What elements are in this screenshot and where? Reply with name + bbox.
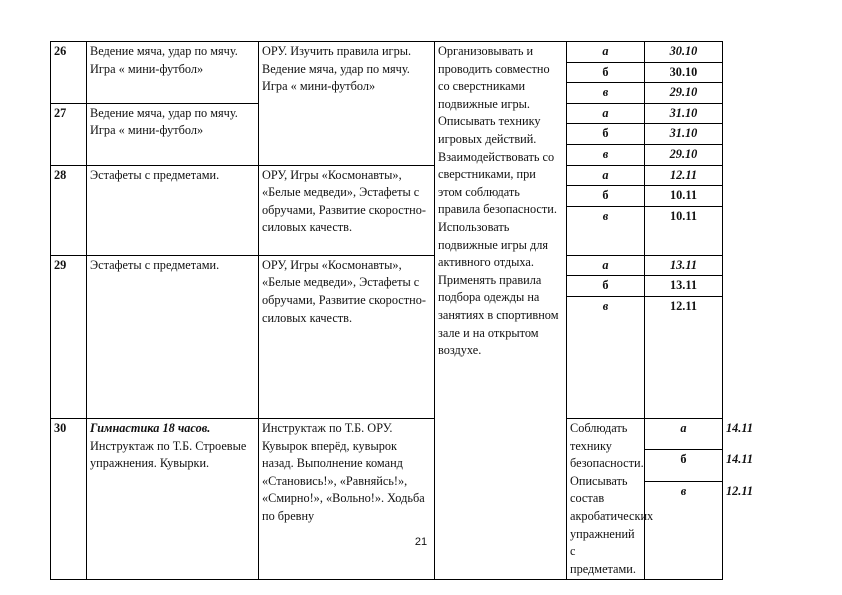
class-group: в [567,144,645,165]
class-group: а [567,103,645,124]
lesson-topic: Ведение мяча, удар по мячу. Игра « мини-футбол» [87,42,259,104]
lesson-date: 30.10 [645,62,723,83]
lesson-number: 26 [51,42,87,104]
class-group: б [567,124,645,145]
class-group: в [645,481,723,580]
lesson-topic: Эстафеты с предметами. [87,165,259,255]
class-group: б [567,186,645,207]
table-row: в 12.11 [51,481,723,580]
lesson-topic: Инструктаж по Т.Б. Строевые упражнения. Кувырки. [90,438,247,471]
class-group: а [567,255,645,276]
lesson-date: 10.11 [645,206,723,255]
lesson-date: 31.10 [645,103,723,124]
class-group: в [567,206,645,255]
lesson-number: 28 [51,165,87,255]
lesson-content: Инструктаж по Т.Б. ОРУ. Кувырок вперёд, кувырок назад. Выполнение команд «Становись!», «Равняйсь!», «Смирно!», «Вольно!». Ходьба по бревну [259,418,435,579]
class-group: а [645,418,723,449]
class-group: б [567,62,645,83]
class-group: а [567,165,645,186]
table-row: б 14.11 [51,450,723,481]
lesson-topic: Эстафеты с предметами. [87,255,259,418]
class-group: в [567,83,645,104]
lesson-date: 29.10 [645,144,723,165]
lesson-date: 12.11 [645,165,723,186]
table-row [51,165,723,186]
student-activities: Соблюдать технику безопасности. Описывать состав акробатических упражнений с предметами. [567,418,645,579]
table-row [51,42,723,63]
page-number: 21 [414,536,428,548]
lesson-date: 10.11 [645,186,723,207]
student-activities: Организовывать и проводить совместно со сверстниками подвижные игры. Описывать технику игровых действий. Взаимодействовать со сверстниками, при этом соблюдать правила безопасности. Использовать подвижные игры для активного отдыха. Применять правила подбора одежды на занятиях в спортивном зале и на открытом воздухе. [435,42,567,580]
lesson-number: 30 [51,418,87,579]
lesson-content: ОРУ. Изучить правила игры. Ведение мяча, удар по мячу. Игра « мини-футбол» [259,42,435,166]
lesson-date: 29.10 [645,83,723,104]
lesson-date: 12.11 [645,296,723,418]
lesson-content: ОРУ, Игры «Космонавты», «Белые медведи», Эстафеты с обручами, Развитие скоростно-силовых качеств. [259,165,435,255]
table-row: 30 Гимнастика 18 часов. Инструктаж по Т.Б. Строевые упражнения. Кувырки. Инструктаж по Т.Б. ОРУ. Кувырок вперёд, кувырок назад. Выполнение команд «Становись!», «Равняйсь!», «Смирно!», «Вольно!». Ходьба по бревну Соблюдать технику безопасности. Описывать состав акробатических упражнений с предметами. а 14.11 [51,418,723,449]
class-group: б [645,450,723,481]
lesson-topic-cell [87,418,259,579]
lesson-topic: Ведение мяча, удар по мячу. Игра « мини-футбол» [87,103,259,165]
class-group: а [567,42,645,63]
lesson-content: ОРУ, Игры «Космонавты», «Белые медведи», Эстафеты с обручами, Развитие скоростно-силовых качеств. [259,255,435,418]
section-heading: Гимнастика 18 часов. [90,420,211,435]
lesson-number: 27 [51,103,87,165]
class-group: б [567,276,645,297]
lesson-plan-table [50,41,753,580]
lesson-number: 29 [51,255,87,418]
class-group: в [567,296,645,418]
lesson-date: 30.10 [645,42,723,63]
table-row [51,255,723,276]
lesson-date: 13.11 [645,276,723,297]
lesson-date: 31.10 [645,124,723,145]
lesson-date: 13.11 [645,255,723,276]
